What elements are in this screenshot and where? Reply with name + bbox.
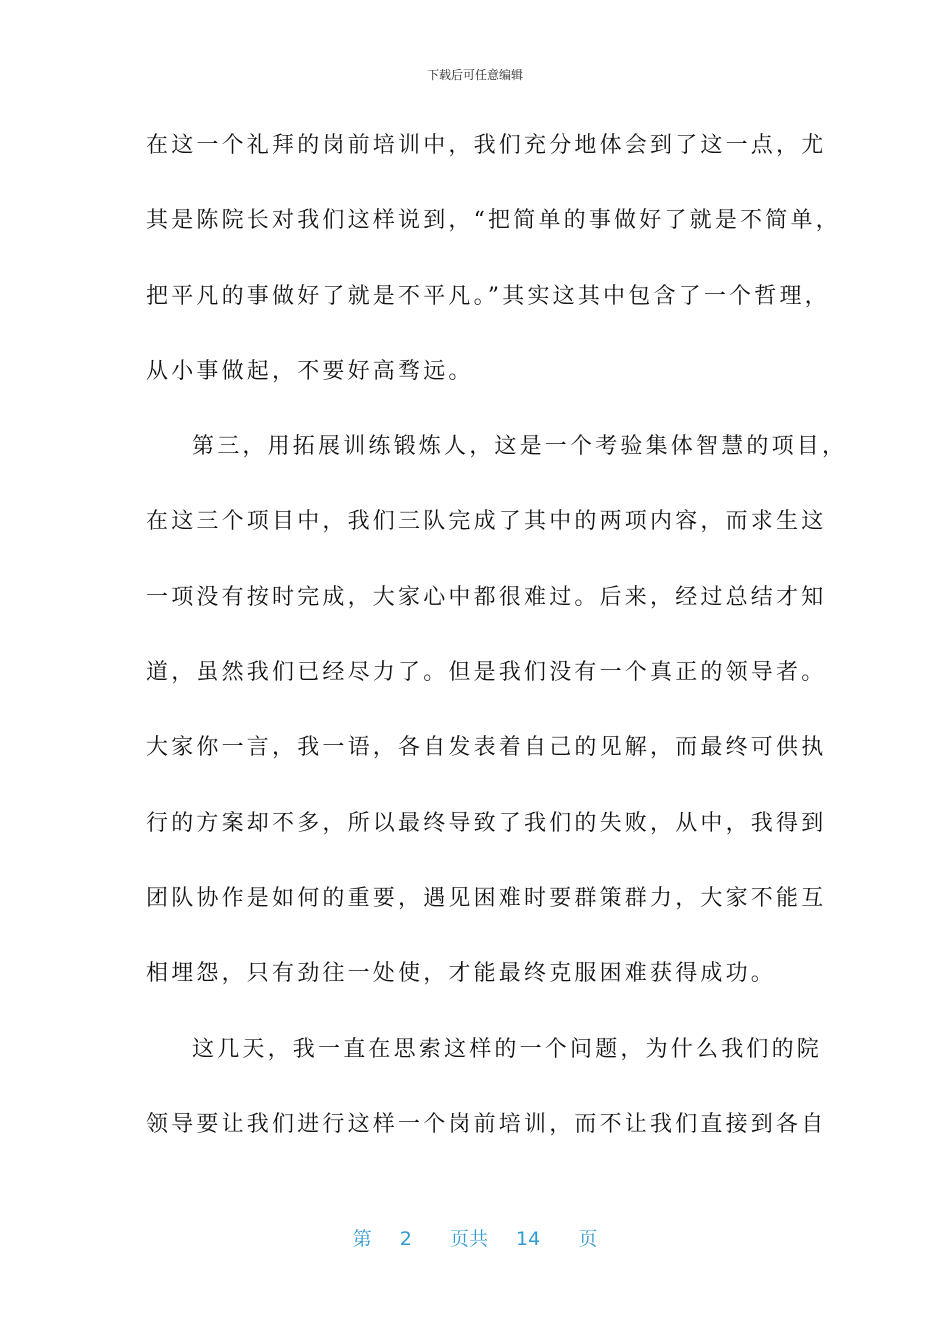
document-body [146,120,848,1174]
text-line: 其是陈院长对我们这样说到，“把简单的事做好了就是不简单， [146,208,841,234]
text-line: 一项没有按时完成，大家心中都很难过。后来，经过总结才知 [146,584,827,610]
paragraph-start-line: 这几天，我一直在思索这样的一个问题，为什么我们的院 [192,1036,823,1062]
footer-total-pages: 14 [516,1228,541,1250]
text-line: 把平凡的事做好了就是不平凡。”其实这其中包含了一个哲理， [146,283,830,309]
text-line: 大家你一言，我一语，各自发表着自己的见解，而最终可供执 [146,735,827,761]
paragraph-start-line: 第三，用拓展训练锻炼人，这是一个考验集体智慧的项目， [192,434,848,460]
footer-prefix: 第 [352,1228,372,1250]
page-number-footer [0,1224,950,1251]
text-line: 从小事做起，不要好高骛远。 [146,358,474,384]
footer-suffix: 页 [578,1228,598,1250]
text-line: 在这三个项目中，我们三队完成了其中的两项内容，而求生这 [146,509,827,535]
text-line: 领导要让我们进行这样一个岗前培训，而不让我们直接到各自 [146,1111,827,1137]
text-line: 道，虽然我们已经尽力了。但是我们没有一个真正的领导者。 [146,660,827,686]
text-line: 团队协作是如何的重要，遇见困难时要群策群力，大家不能互 [146,885,827,911]
text-line: 行的方案却不多，所以最终导致了我们的失败，从中，我得到 [146,810,827,836]
page-header-note: 下载后可任意编辑 [426,68,523,82]
text-line: 在这一个礼拜的岗前培训中，我们充分地体会到了这一点，尤 [146,133,827,158]
footer-middle: 页共 [449,1228,488,1250]
footer-current-page: 2 [399,1228,412,1250]
text-line: 相埋怨，只有劲往一处使，才能最终克服困难获得成功。 [146,961,777,987]
